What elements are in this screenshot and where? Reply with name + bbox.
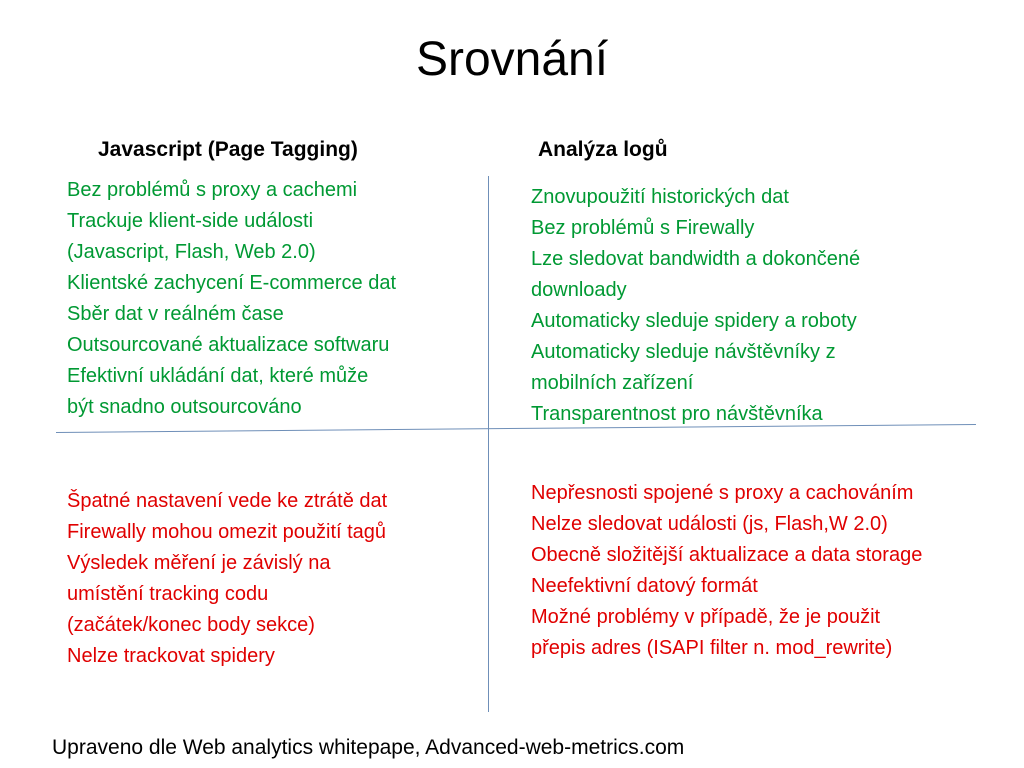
list-item: Obecně složitější aktualizace a data storage [531,544,923,566]
left-advantages-list [67,175,467,423]
list-item: Špatné nastavení vede ke ztrátě dat [67,490,388,512]
list-item: downloady [531,279,627,301]
list-item: Výsledek měření je závislý na [67,552,331,574]
left-disadvantages-list [67,486,467,672]
list-item: Transparentnost pro návštěvníka [531,403,823,425]
list-item: Možné problémy v případě, že je použit [531,606,881,628]
list-item: (začátek/konec body sekce) [67,614,315,636]
list-item: Firewally mohou omezit použití tagů [67,521,387,543]
list-item: Efektivní ukládání dat, které může [67,365,369,387]
list-item: Bez problémů s Firewally [531,217,755,239]
list-item: Klientské zachycení E-commerce dat [67,272,397,294]
list-item: Lze sledovat bandwidth a dokončené [531,248,861,270]
right-column-header: Analýza logů [538,138,668,161]
list-item: přepis adres (ISAPI filter n. mod_rewrite) [531,637,893,659]
list-item: Sběr dat v reálném čase [67,303,284,325]
list-item: Automaticky sleduje návštěvníky z [531,341,836,363]
list-item: mobilních zařízení [531,372,694,394]
left-column-header: Javascript (Page Tagging) [98,138,358,161]
slide-title: Srovnání [415,33,609,86]
list-item: Neefektivní datový formát [531,575,758,597]
list-item: Nelze trackovat spidery [67,645,275,667]
vertical-divider [488,176,489,712]
right-advantages-list [531,182,971,430]
list-item: Automaticky sleduje spidery a roboty [531,310,857,332]
list-item: Trackuje klient-side události [67,210,314,232]
list-item: Znovupoužití historických dat [531,186,789,208]
list-item: umístění tracking codu [67,583,269,605]
list-item: Bez problémů s proxy a cachemi [67,179,358,201]
list-item: (Javascript, Flash, Web 2.0) [67,241,316,263]
source-footer: Upraveno dle Web analytics whitepape, Advanced-web-metrics.com [52,736,685,759]
list-item: být snadno outsourcováno [67,396,302,418]
right-disadvantages-list [531,478,1001,664]
list-item: Nepřesnosti spojené s proxy a cachováním [531,482,914,504]
list-item: Outsourcované aktualizace softwaru [67,334,390,356]
list-item: Nelze sledovat události (js, Flash,W 2.0) [531,513,888,535]
